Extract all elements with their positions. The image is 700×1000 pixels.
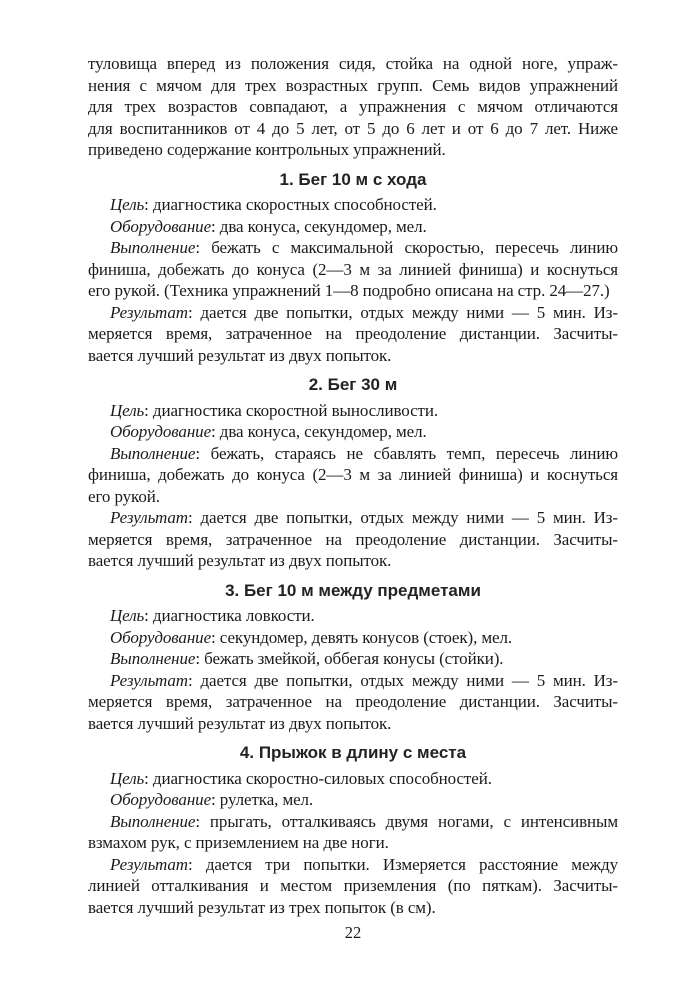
paragraph-label: Результат [110,302,188,322]
paragraph-text: : дается две попытки, отдых между ними — 5 мин. Из- [187,302,618,322]
intro-line: туловища вперед из положения сидя, стойка на одной ноге, упраж- [88,54,618,73]
paragraph-label: Оборудование [110,790,212,809]
paragraph-label: Цель [110,768,145,788]
paragraph-text: : диагностика скоростных способностей. [144,195,437,214]
paragraph-label: Цель [110,195,145,214]
paragraph-line [88,237,618,259]
paragraph-text: : рулетка, мел. [211,790,314,809]
paragraph-text: : бежать, стараясь не сбавлять темп, пересечь линию [195,443,618,463]
intro-line: для трех возрастов совпадают, а упражнения с мячом отличаются [88,97,618,116]
paragraph-line [88,400,618,422]
paragraph-text: : бежать с максимальной скоростью, пересечь линию [195,238,618,257]
section-heading: 1. Бег 10 м с хода [279,169,427,189]
paragraph-line: вается лучший результат из трех попыток (в см). [88,897,436,917]
section-heading: 3. Бег 10 м между предметами [225,580,481,600]
paragraph-line: его рукой. (Техника упражнений 1—8 подробно описана на стр. 24—27.) [88,281,610,300]
paragraph-text: : два конуса, секундомер, мел. [211,216,427,236]
paragraph-label: Выполнение [110,238,196,257]
paragraph-label: Результат [110,854,188,874]
paragraph-label: Цель [110,400,145,420]
paragraph-label: Выполнение [110,649,196,668]
intro-line: для воспитанников от 4 до 5 лет, от 5 до 6 лет и от 6 до 7 лет. Ниже [88,118,618,138]
paragraph-line [88,670,618,692]
paragraph-line [88,302,618,324]
paragraph-text: : диагностика ловкости. [144,606,315,625]
paragraph-line [88,854,618,876]
paragraph-text: : дается три попытки. Измеряется расстояние между [187,854,618,874]
paragraph-line: вается лучший результат из двух попыток. [88,551,392,570]
paragraph-line [88,216,618,238]
intro-line: нения с мячом для трех возрастных групп. Семь видов упражнений [88,75,618,95]
paragraph-line [88,605,618,627]
paragraph-line: его рукой. [88,486,160,506]
paragraph-text: : дается две попытки, отдых между ними — 5 мин. Из- [187,670,618,690]
paragraph-line [88,811,618,833]
paragraph-line: взмахом рук, с приземлением на две ноги. [88,833,389,852]
paragraph-line: меряется время, затраченное на преодоление дистанции. Засчиты- [88,529,618,549]
intro-line: приведено содержание контрольных упражнений. [88,140,446,159]
text-block [88,53,618,918]
paragraph-label: Оборудование [110,422,212,441]
paragraph-line: меряется время, затраченное на преодоление дистанции. Засчиты- [88,692,618,711]
paragraph-text: : два конуса, секундомер, мел. [211,422,427,441]
paragraph-text: : диагностика скоростно-силовых способностей. [144,768,492,788]
paragraph-line [88,768,618,790]
paragraph-text: : диагностика скоростной выносливости. [144,400,439,420]
paragraph-label: Выполнение [110,443,196,463]
page-number: 22 [344,923,362,942]
paragraph-text: : прыгать, отталкиваясь двумя ногами, с интенсивным [195,811,618,831]
paragraph-line [88,194,618,216]
paragraph-line: меряется время, затраченное на преодоление дистанции. Засчиты- [88,324,618,343]
paragraph-line: вается лучший результат из двух попыток. [88,345,392,365]
paragraph-label: Результат [110,670,188,690]
paragraph-line: линией отталкивания и местом приземления (по пяткам). Засчиты- [88,876,618,895]
paragraph-line [88,627,618,649]
paragraph-label: Оборудование [110,216,212,236]
paragraph-label: Результат [110,508,188,527]
paragraph-line [88,421,618,443]
paragraph-text: : дается две попытки, отдых между ними — 5 мин. Из- [187,508,618,527]
section-heading: 4. Прыжок в длину с места [239,743,467,762]
paragraph-text: : бежать змейкой, оббегая конусы (стойки). [195,649,504,668]
section-heading: 2. Бег 30 м [308,375,398,394]
paragraph-line [88,507,618,529]
paragraph-line: финиша, добежать до конуса (2—3 м за линией финиша) и коснуться [88,465,618,484]
paragraph-line: вается лучший результат из двух попыток. [88,713,392,733]
paragraph-line [88,443,618,465]
paragraph-line [88,789,618,811]
paragraph-label: Цель [110,606,145,625]
paragraph-label: Выполнение [110,811,196,831]
paragraph-line: финиша, добежать до конуса (2—3 м за линией финиша) и коснуться [88,259,618,279]
paragraph-text: : секундомер, девять конусов (стоек), мел. [211,627,513,647]
paragraph-line [88,648,618,670]
paragraph-label: Оборудование [110,627,212,647]
